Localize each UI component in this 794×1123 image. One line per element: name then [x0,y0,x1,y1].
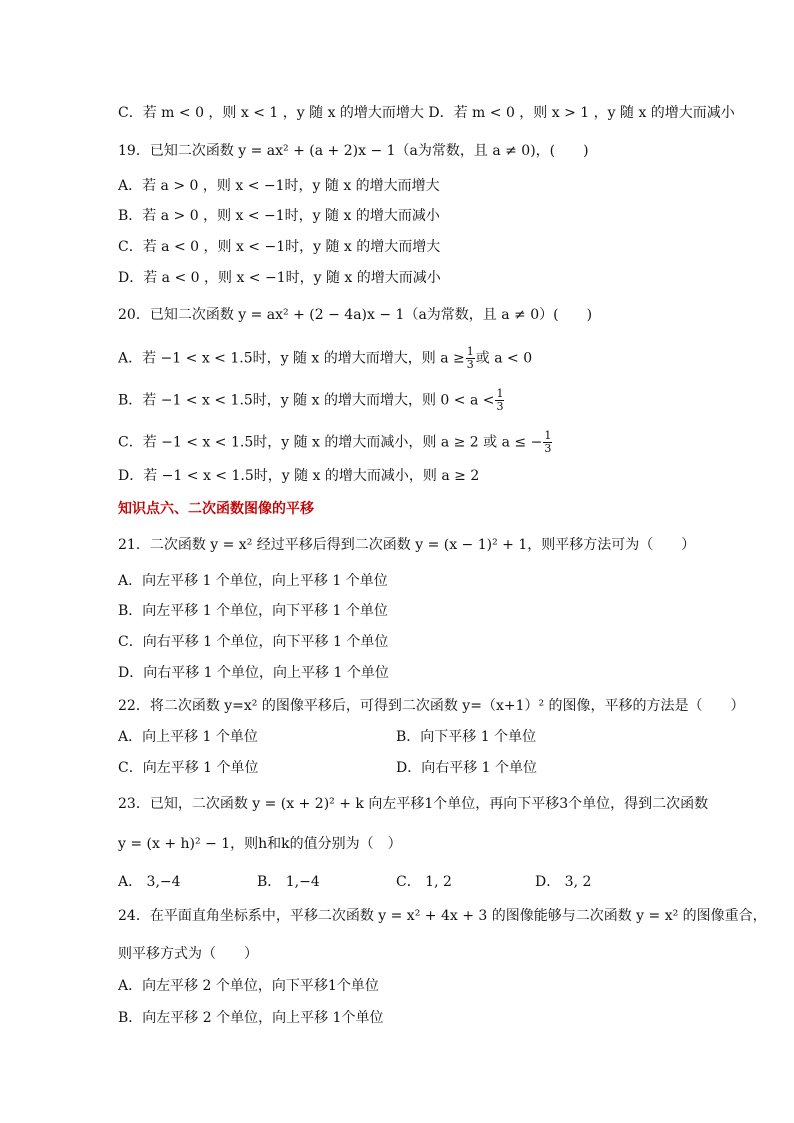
q23-option-b: B． 1,−4 [257,874,320,890]
q20-a-tail: 或 a < 0 [475,350,533,367]
q23-option-a: A． 3,−4 [118,874,181,890]
fraction [466,346,475,371]
text-line: D．若 −1 < x < 1.5时，y 随 x 的增大而减小，则 a ≥ 2 [118,468,480,484]
text-line: A．向左平移 2 个单位，向下平移1个单位 [118,978,379,994]
fraction-denominator: 3 [496,400,504,413]
text-line: 23．已知，二次函数 y = (x + 2)² + k 向左平移1个单位，再向下平移3个单位，得到二次函数 [118,796,709,812]
text-line: 20．已知二次函数 y = ax² + (2 − 4a)x − 1（a为常数，且 a ≠ 0）( ) [118,307,593,323]
q23-option-c: C． 1, 2 [396,874,452,890]
q20-option-a [118,346,532,371]
q20-c-text: C．若 −1 < x < 1.5时，y 随 x 的增大而减小，则 a ≥ 2 或 a ≤ − [118,434,543,451]
q22-option-d: D．向右平移 1 个单位 [396,760,538,776]
text-line: 19．已知二次函数 y = ax² + (a + 2)x − 1（a为常数，且 a ≠ 0)，( ) [118,143,589,159]
text-line: A．若 a > 0 ，则 x < −1时，y 随 x 的增大而增大 [118,178,440,194]
text-line: 24．在平面直角坐标系中，平移二次函数 y = x² + 4x + 3 的图像能够与二次函数 y = x² 的图像重合， [118,908,767,924]
q22-option-c: C．向左平移 1 个单位 [118,760,259,776]
text-line: D．向右平移 1 个单位，向上平移 1 个单位 [118,665,389,681]
text-line: 21．二次函数 y = x² 经过平移后得到二次函数 y = (x − 1)² + 1，则平移方法可为（ ） [118,537,696,553]
q23-option-d: D． 3, 2 [535,874,592,890]
q22-option-b: B．向下平移 1 个单位 [396,729,537,745]
text-line: C．向右平移 1 个单位，向下平移 1 个单位 [118,634,389,650]
q22-option-a: A．向上平移 1 个单位 [118,729,258,745]
fraction-denominator: 3 [544,442,552,455]
q20-a-text: A．若 −1 < x < 1.5时，y 随 x 的增大而增大，则 a ≥ [118,350,465,367]
q20-option-b [118,388,505,413]
text-line: B．向左平移 2 个单位，向上平移 1个单位 [118,1010,384,1026]
fraction-numerator: 1 [466,345,474,358]
fraction-numerator: 1 [544,429,552,442]
text-line: 则平移方式为（ ） [118,946,258,962]
text-line: C．若 m < 0 ，则 x < 1 ，y 随 x 的增大而增大 D．若 m < 0 ，则 x > 1 ，y 随 x 的增大而减小 [118,105,735,121]
fraction-denominator: 3 [466,358,474,371]
text-line: C．若 a < 0 ，则 x < −1时，y 随 x 的增大而增大 [118,239,441,255]
section-heading: 知识点六、二次函数图像的平移 [118,501,314,517]
q20-option-c [118,430,553,455]
fraction [543,430,552,455]
fraction-numerator: 1 [496,387,504,400]
text-line: 22．将二次函数 y=x² 的图像平移后，可得到二次函数 y=（x+1）² 的图像，平移的方法是（ ） [118,698,745,714]
fraction [495,388,504,413]
text-line: D．若 a < 0 ，则 x < −1时，y 随 x 的增大而减小 [118,270,441,286]
text-line: y = (x + h)² − 1，则h和k的值分别为（ ） [118,836,402,852]
text-line: A．向左平移 1 个单位，向上平移 1 个单位 [118,573,388,589]
q20-b-text: B．若 −1 < x < 1.5时，y 随 x 的增大而增大，则 0 < a < [118,392,495,409]
text-line: B．若 a > 0 ，则 x < −1时，y 随 x 的增大而减小 [118,208,440,224]
text-line: B．向左平移 1 个单位，向下平移 1 个单位 [118,603,388,619]
